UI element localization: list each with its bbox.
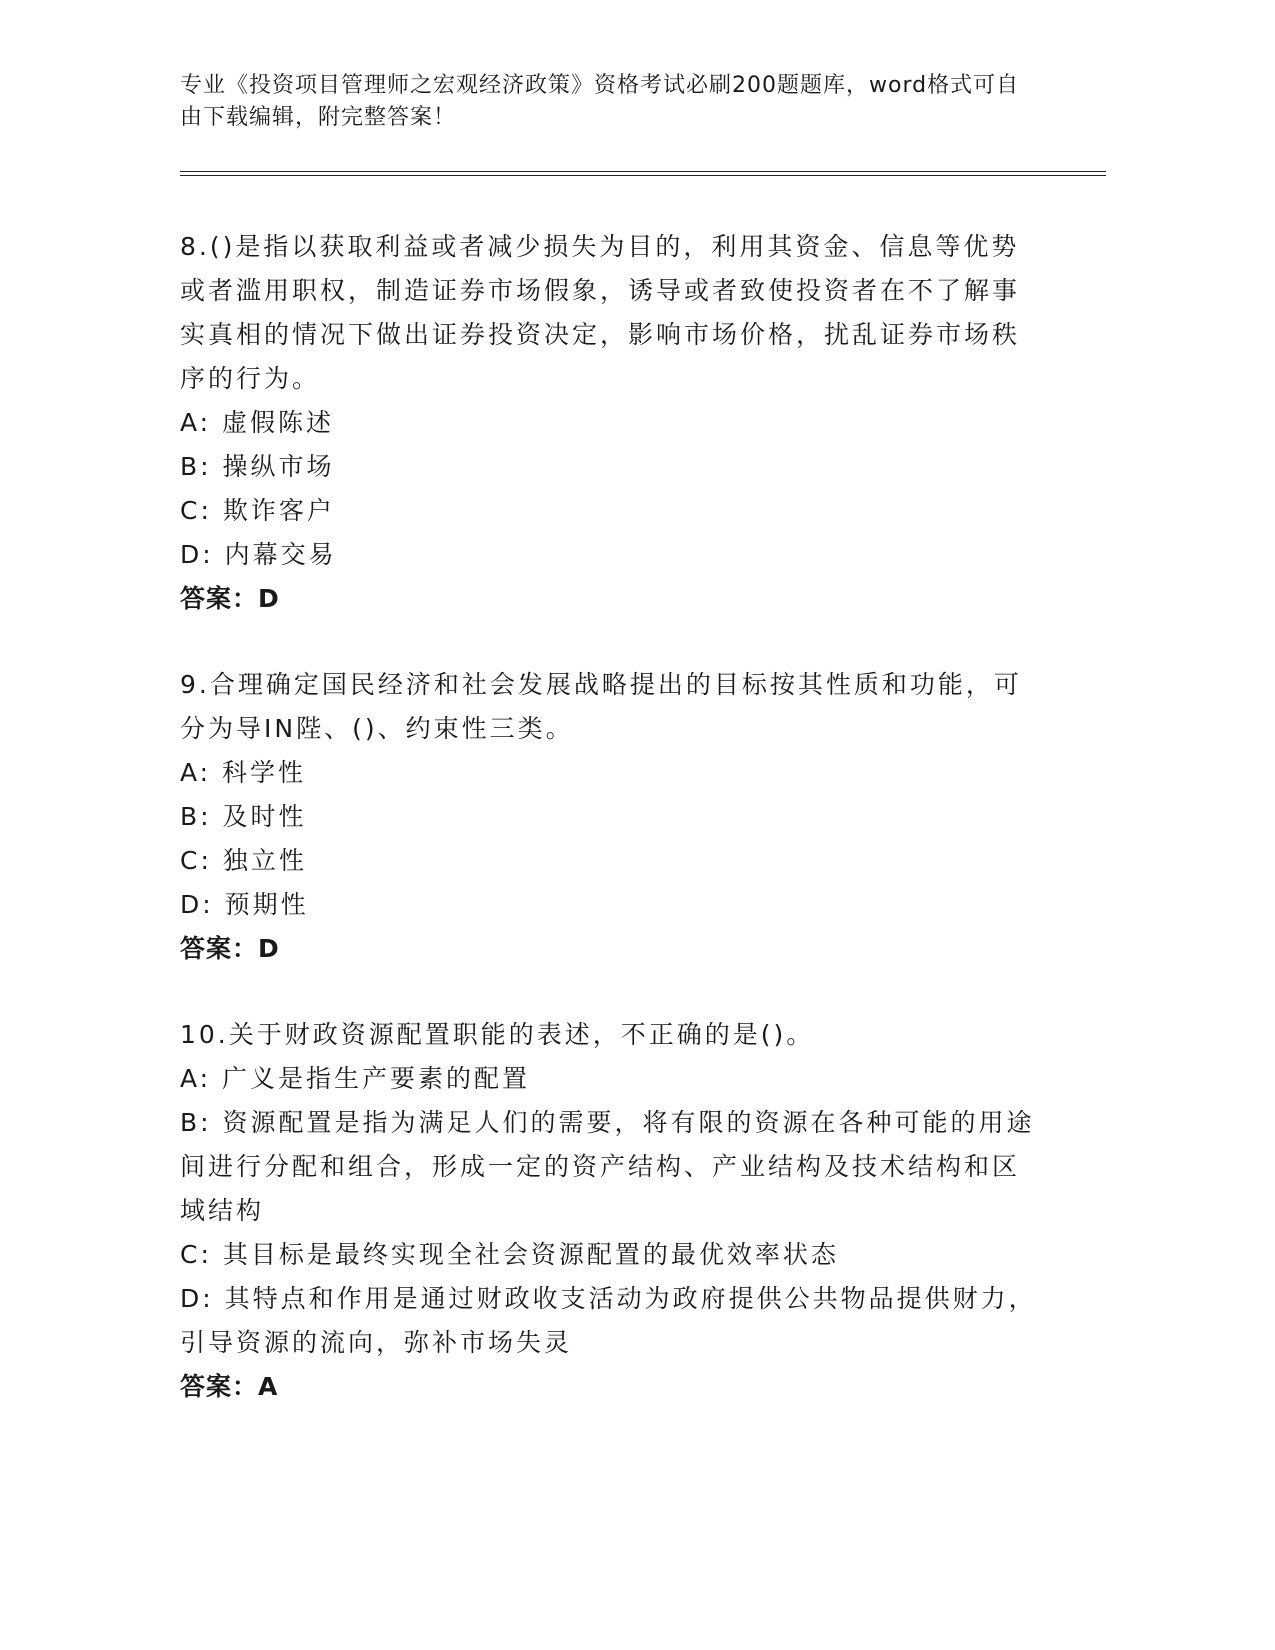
answer: 答案：D bbox=[180, 934, 280, 963]
option-d: D: 其特点和作用是通过财政收支活动为政府提供公共物品提供财力，引导资源的流向，弥补市场失灵 bbox=[180, 1284, 1037, 1357]
header-divider-top bbox=[180, 171, 1106, 172]
option-c: C: 独立性 bbox=[180, 846, 307, 875]
option-d: D: 内幕交易 bbox=[180, 540, 337, 569]
header-divider-bottom bbox=[180, 175, 1106, 176]
option-d: D: 预期性 bbox=[180, 890, 309, 919]
option-a: A: 科学性 bbox=[180, 758, 307, 787]
option-c: C: 欺诈客户 bbox=[180, 496, 335, 525]
answer: 答案：A bbox=[180, 1372, 279, 1401]
question-8 bbox=[180, 225, 1040, 621]
question-stem: 8.()是指以获取利益或者减少损失为目的，利用其资金、信息等优势或者滥用职权，制造证券市场假象，诱导或者致使投资者在不了解事实真相的情况下做出证券投资决定，影响市场价格，扰乱证券市场秩序的行为。 bbox=[180, 232, 1021, 393]
option-b: B: 资源配置是指为满足人们的需要，将有限的资源在各种可能的用途间进行分配和组合，形成一定的资产结构、产业结构及技术结构和区域结构 bbox=[180, 1108, 1035, 1225]
question-10 bbox=[180, 1013, 1040, 1409]
question-stem: 9.合理确定国民经济和社会发展战略提出的目标按其性质和功能，可分为导IN陛、()、约束性三类。 bbox=[180, 670, 1022, 743]
document-header: 专业《投资项目管理师之宏观经济政策》资格考试必刷200题题库，word格式可自由下载编辑，附完整答案！ bbox=[180, 73, 1020, 130]
question-stem: 10.关于财政资源配置职能的表述，不正确的是()。 bbox=[180, 1020, 815, 1049]
option-a: A: 广义是指生产要素的配置 bbox=[180, 1064, 531, 1093]
question-9 bbox=[180, 663, 1040, 971]
answer: 答案：D bbox=[180, 584, 280, 613]
question-list bbox=[180, 225, 1040, 1451]
option-b: B: 操纵市场 bbox=[180, 452, 335, 481]
option-a: A: 虚假陈述 bbox=[180, 408, 335, 437]
option-c: C: 其目标是最终实现全社会资源配置的最优效率状态 bbox=[180, 1240, 839, 1269]
option-b: B: 及时性 bbox=[180, 802, 307, 831]
